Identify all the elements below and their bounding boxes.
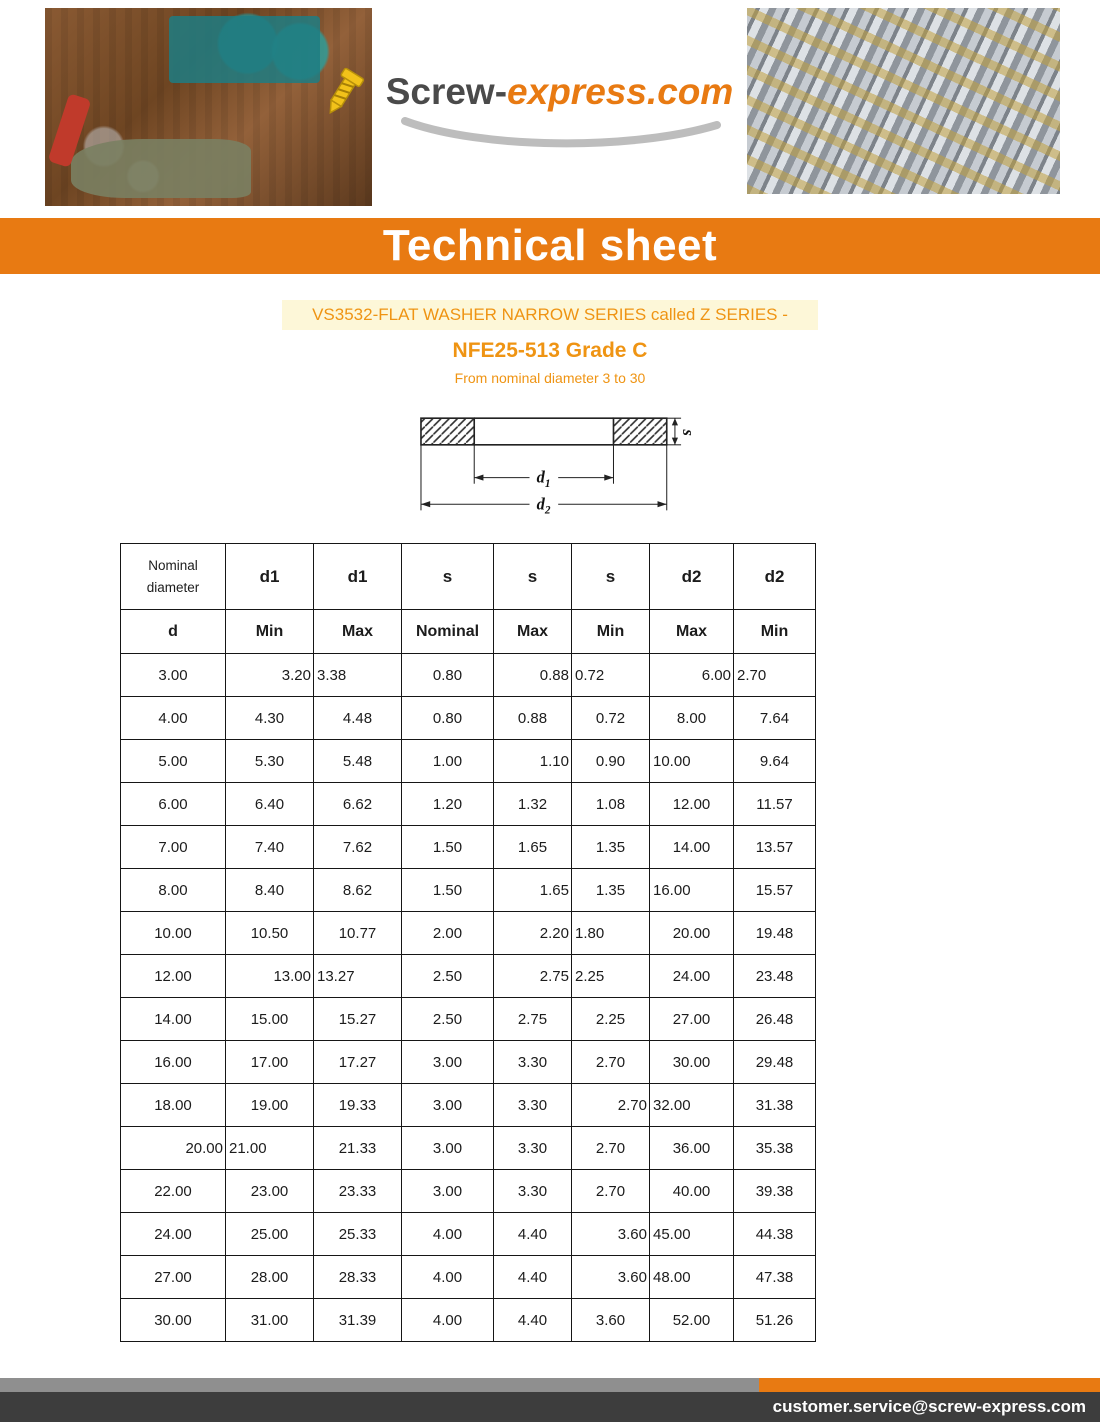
- column-header: d1: [314, 544, 402, 610]
- cell: 3.30: [494, 1084, 572, 1127]
- cell: 12.00: [121, 955, 226, 998]
- cell: 1.80: [572, 912, 650, 955]
- column-header: Max: [314, 610, 402, 654]
- cell: 2.25: [572, 955, 650, 998]
- cell: 8.00: [121, 869, 226, 912]
- cell: 3.00: [402, 1170, 494, 1213]
- cell: 2.70: [572, 1084, 650, 1127]
- cell: 2.00: [402, 912, 494, 955]
- cell: 1.35: [572, 869, 650, 912]
- cell: 8.00: [650, 697, 734, 740]
- cell: 45.00: [650, 1213, 734, 1256]
- column-header: Min: [734, 610, 816, 654]
- cell: 2.70: [572, 1127, 650, 1170]
- cell: 1.32: [494, 783, 572, 826]
- cell: 1.08: [572, 783, 650, 826]
- column-header: d2: [734, 544, 816, 610]
- section-right-block: [613, 418, 666, 445]
- cell: 40.00: [650, 1170, 734, 1213]
- spec-table: [120, 543, 816, 1342]
- column-header: d2: [650, 544, 734, 610]
- table-row: [121, 740, 816, 783]
- banner-title: Technical sheet: [382, 221, 718, 270]
- series-title: VS3532-FLAT WASHER NARROW SERIES called Z SERIES -: [282, 300, 818, 330]
- cell: 4.48: [314, 697, 402, 740]
- cell: 0.72: [572, 654, 650, 697]
- banner: [0, 218, 1100, 274]
- column-header: Min: [226, 610, 314, 654]
- cell: 26.48: [734, 998, 816, 1041]
- page-header: [0, 0, 1100, 214]
- diagram-label-d1: $d_1$: [536, 467, 551, 490]
- cell: 48.00: [650, 1256, 734, 1299]
- logo-text: [372, 72, 747, 113]
- table-row: [121, 912, 816, 955]
- column-header: s: [494, 544, 572, 610]
- cell: 1.65: [494, 826, 572, 869]
- column-header: Max: [494, 610, 572, 654]
- cell: 9.64: [734, 740, 816, 783]
- cell: 24.00: [121, 1213, 226, 1256]
- table-row: [121, 783, 816, 826]
- cell: 3.30: [494, 1127, 572, 1170]
- cell: 4.30: [226, 697, 314, 740]
- cell: 28.33: [314, 1256, 402, 1299]
- column-header: Max: [650, 610, 734, 654]
- cell: 8.40: [226, 869, 314, 912]
- cell: 6.00: [121, 783, 226, 826]
- cell: 3.30: [494, 1170, 572, 1213]
- cell: 1.00: [402, 740, 494, 783]
- cell: 0.90: [572, 740, 650, 783]
- cell: 15.00: [226, 998, 314, 1041]
- cell: 1.35: [572, 826, 650, 869]
- cell: 24.00: [650, 955, 734, 998]
- cell: 3.60: [572, 1213, 650, 1256]
- cell: 1.10: [494, 740, 572, 783]
- cell: 23.00: [226, 1170, 314, 1213]
- cell: 0.88: [494, 697, 572, 740]
- column-header: Min: [572, 610, 650, 654]
- table-row: [121, 1127, 816, 1170]
- cell: 5.48: [314, 740, 402, 783]
- cell: 4.00: [402, 1256, 494, 1299]
- table-row: [121, 955, 816, 998]
- table-row: [121, 697, 816, 740]
- logo-part2: express.com: [507, 71, 734, 112]
- cell: 10.00: [121, 912, 226, 955]
- column-header: d: [121, 610, 226, 654]
- cell: 3.30: [494, 1041, 572, 1084]
- cell: 7.62: [314, 826, 402, 869]
- column-header: s: [572, 544, 650, 610]
- cell: 13.00: [226, 955, 314, 998]
- footer-accent-strip: [0, 1378, 1100, 1392]
- cell: 29.48: [734, 1041, 816, 1084]
- cell: 17.27: [314, 1041, 402, 1084]
- footer-bar: [0, 1392, 1100, 1422]
- cell: 15.57: [734, 869, 816, 912]
- cell: 3.20: [226, 654, 314, 697]
- cell: 2.20: [494, 912, 572, 955]
- cell: 11.57: [734, 783, 816, 826]
- cell: 4.40: [494, 1256, 572, 1299]
- cell: 52.00: [650, 1299, 734, 1342]
- cell: 31.38: [734, 1084, 816, 1127]
- diameter-range-subtitle: From nominal diameter 3 to 30: [454, 370, 646, 386]
- cell: 51.26: [734, 1299, 816, 1342]
- logo: [372, 72, 747, 153]
- cell: 1.65: [494, 869, 572, 912]
- cell: 10.77: [314, 912, 402, 955]
- cell: 18.00: [121, 1084, 226, 1127]
- cell: 4.00: [402, 1299, 494, 1342]
- cell: 3.00: [121, 654, 226, 697]
- cell: 3.60: [572, 1299, 650, 1342]
- cell: 22.00: [121, 1170, 226, 1213]
- cell: 19.00: [226, 1084, 314, 1127]
- table-row: [121, 1256, 816, 1299]
- cell: 7.40: [226, 826, 314, 869]
- cell: 31.39: [314, 1299, 402, 1342]
- cell: 8.62: [314, 869, 402, 912]
- cell: 4.40: [494, 1299, 572, 1342]
- cell: 30.00: [121, 1299, 226, 1342]
- cell: 23.33: [314, 1170, 402, 1213]
- cell: 7.64: [734, 697, 816, 740]
- table-row: [121, 1084, 816, 1127]
- column-header: s: [402, 544, 494, 610]
- cell: 21.00: [226, 1127, 314, 1170]
- cell: 2.75: [494, 955, 572, 998]
- screws-photo: [747, 8, 1060, 194]
- cell: 2.70: [572, 1170, 650, 1213]
- cell: 25.00: [226, 1213, 314, 1256]
- logo-swoosh: [395, 117, 725, 153]
- screw-icon: [318, 66, 366, 122]
- cell: 39.38: [734, 1170, 816, 1213]
- cell: 0.88: [494, 654, 572, 697]
- cell: 36.00: [650, 1127, 734, 1170]
- cell: 0.80: [402, 697, 494, 740]
- cell: 20.00: [121, 1127, 226, 1170]
- cell: 3.00: [402, 1041, 494, 1084]
- washer-cross-section-drawing: [400, 410, 700, 538]
- table-row: [121, 998, 816, 1041]
- cell: 15.27: [314, 998, 402, 1041]
- column-header: d1: [226, 544, 314, 610]
- cell: 6.00: [650, 654, 734, 697]
- arm-shape: [71, 139, 251, 198]
- cell: 2.50: [402, 998, 494, 1041]
- cell: 32.00: [650, 1084, 734, 1127]
- cell: 27.00: [650, 998, 734, 1041]
- cell: 4.00: [402, 1213, 494, 1256]
- cell: 3.00: [402, 1084, 494, 1127]
- table-row: [121, 1299, 816, 1342]
- cell: 10.50: [226, 912, 314, 955]
- cell: 4.00: [121, 697, 226, 740]
- table-row: [121, 826, 816, 869]
- cell: 17.00: [226, 1041, 314, 1084]
- cell: 16.00: [121, 1041, 226, 1084]
- spec-table-head: [121, 544, 816, 654]
- cell: 5.00: [121, 740, 226, 783]
- document-titles: [0, 300, 1100, 386]
- cell: 2.70: [734, 654, 816, 697]
- table-row: [121, 1213, 816, 1256]
- cell: 2.70: [572, 1041, 650, 1084]
- cell: 6.40: [226, 783, 314, 826]
- table-row: [121, 1170, 816, 1213]
- section-left-block: [421, 418, 474, 445]
- cell: 1.50: [402, 869, 494, 912]
- cell: 14.00: [650, 826, 734, 869]
- cell: 2.75: [494, 998, 572, 1041]
- cell: 16.00: [650, 869, 734, 912]
- cell: 23.48: [734, 955, 816, 998]
- cell: 1.20: [402, 783, 494, 826]
- diagram-label-s: s: [679, 429, 699, 436]
- cell: 4.40: [494, 1213, 572, 1256]
- cell: 13.57: [734, 826, 816, 869]
- cell: 19.33: [314, 1084, 402, 1127]
- cell: 31.00: [226, 1299, 314, 1342]
- cell: 19.48: [734, 912, 816, 955]
- column-header: Nominal: [402, 610, 494, 654]
- table-row: [121, 869, 816, 912]
- cell: 3.38: [314, 654, 402, 697]
- header-row: [121, 610, 816, 654]
- cell: 0.80: [402, 654, 494, 697]
- cell: 28.00: [226, 1256, 314, 1299]
- cell: 1.50: [402, 826, 494, 869]
- cell: 21.33: [314, 1127, 402, 1170]
- column-header: Nominal diameter: [121, 544, 226, 610]
- table-row: [121, 1041, 816, 1084]
- spec-table-body: [121, 654, 816, 1342]
- logo-part1: Screw-: [385, 71, 508, 112]
- standard-title: NFE25-513 Grade C: [452, 339, 648, 362]
- cell: 13.27: [314, 955, 402, 998]
- cell: 30.00: [650, 1041, 734, 1084]
- cell: 12.00: [650, 783, 734, 826]
- header-row: [121, 544, 816, 610]
- cell: 47.38: [734, 1256, 816, 1299]
- table-row: [121, 654, 816, 697]
- cell: 0.72: [572, 697, 650, 740]
- cell: 25.33: [314, 1213, 402, 1256]
- diagram-label-d2: $d_2$: [536, 494, 551, 517]
- cell: 10.00: [650, 740, 734, 783]
- page-footer: [0, 1378, 1100, 1422]
- screw-tray-shape: [169, 16, 319, 83]
- cell: 20.00: [650, 912, 734, 955]
- cell: 3.00: [402, 1127, 494, 1170]
- cell: 5.30: [226, 740, 314, 783]
- cell: 7.00: [121, 826, 226, 869]
- cell: 35.38: [734, 1127, 816, 1170]
- washer-diagram: [0, 410, 1100, 538]
- cell: 14.00: [121, 998, 226, 1041]
- cell: 2.25: [572, 998, 650, 1041]
- cell: 2.50: [402, 955, 494, 998]
- cell: 44.38: [734, 1213, 816, 1256]
- contact-email: customer.service@screw-express.com: [772, 1397, 1086, 1416]
- cell: 27.00: [121, 1256, 226, 1299]
- cell: 6.62: [314, 783, 402, 826]
- cell: 3.60: [572, 1256, 650, 1299]
